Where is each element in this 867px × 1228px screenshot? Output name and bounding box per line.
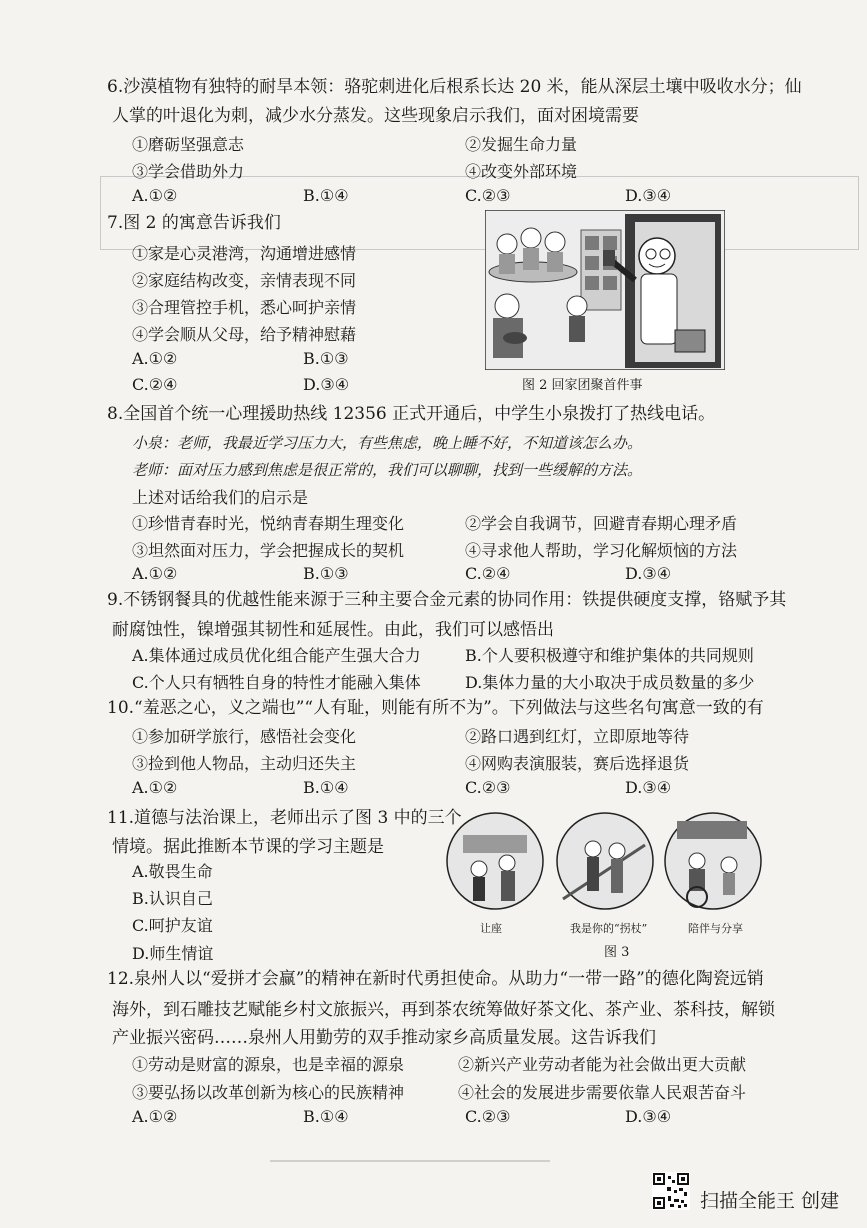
q8-stmt-1: ①珍惜青春时光，悦纳青春期生理变化 — [132, 514, 405, 533]
scanner-watermark: 扫描全能王 创建 — [700, 1190, 840, 1212]
footer-rule — [270, 1160, 550, 1162]
q7-choice-b: B.①③ — [303, 349, 349, 368]
q12-line-3: 产业振兴密码……泉州人用勤劳的双手推动家乡高质量发展。这告诉我们 — [112, 1028, 656, 1048]
q10-choice-a: A.①② — [132, 778, 178, 797]
qr-code-icon — [652, 1172, 690, 1210]
figure-3-label-3: 陪伴与分享 — [688, 922, 743, 935]
q8-stmt-2: ②学会自我调节，回避青春期心理矛盾 — [465, 514, 738, 533]
q7-stmt-3: ③合理管控手机，悉心呵护亲情 — [132, 298, 357, 317]
q8-lead: 上述对话给我们的启示是 — [132, 488, 309, 507]
q10-line-1: 10.“羞恶之心，义之端也”“人有耻，则能有所不为”。下列做法与这些名句寓意一致的有 — [107, 698, 764, 718]
q7-stmt-4: ④学会顺从父母，给予精神慰藉 — [132, 325, 357, 344]
q12-line-1: 12.泉州人以“爱拼才会赢”的精神在新时代勇担使命。从助力“一带一路”的德化陶瓷远销 — [107, 969, 764, 989]
q12-choice-d: D.③④ — [625, 1107, 672, 1126]
q7-choice-d: D.③④ — [303, 375, 350, 394]
q8-dialog-teacher: 老师：面对压力感到焦虑是很正常的，我们可以聊聊，找到一些缓解的方法。 — [132, 461, 643, 479]
q6-choice-c: C.②③ — [465, 186, 511, 205]
q7-line-1: 7.图 2 的寓意告诉我们 — [107, 213, 281, 233]
q10-stmt-4: ④网购表演服装，赛后选择退货 — [465, 754, 690, 773]
q9-choice-d: D.集体力量的大小取决于成员数量的多少 — [465, 673, 755, 692]
q8-stmt-3: ③坦然面对压力，学会把握成长的契机 — [132, 541, 405, 560]
q9-choice-a: A.集体通过成员优化组合能产生强大合力 — [132, 646, 421, 665]
q11-choice-c: C.呵护友谊 — [132, 916, 213, 935]
q11-choice-a: A.敬畏生命 — [132, 862, 213, 881]
q6-line-2: 人掌的叶退化为刺，减少水分蒸发。这些现象启示我们，面对困境需要 — [112, 106, 639, 126]
q9-choice-b: B.个人要积极遵守和维护集体的共同规则 — [465, 646, 754, 665]
q10-stmt-1: ①参加研学旅行，感悟社会变化 — [132, 727, 357, 746]
q8-choice-a: A.①② — [132, 564, 178, 583]
q8-dialog-student: 小泉：老师，我最近学习压力大，有些焦虑，晚上睡不好，不知道该怎么办。 — [132, 434, 643, 452]
scene-seat-offer — [447, 813, 543, 909]
q8-line-1: 8.全国首个统一心理援助热线 12356 正式开通后，中学生小泉拨打了热线电话。 — [107, 404, 716, 424]
scene-crutch — [557, 813, 653, 909]
q6-choice-a: A.①② — [132, 186, 178, 205]
q11-choice-d: D.师生情谊 — [132, 944, 214, 963]
q12-choice-c: C.②③ — [465, 1107, 511, 1126]
q12-choice-a: A.①② — [132, 1107, 178, 1126]
q7-choice-a: A.①② — [132, 349, 178, 368]
q10-choice-d: D.③④ — [625, 778, 672, 797]
figure-3-label-2: 我是你的“拐杖” — [570, 922, 648, 935]
q6-choice-d: D.③④ — [625, 186, 672, 205]
figure-3-caption: 图 3 — [604, 945, 630, 960]
q6-choice-b: B.①④ — [303, 186, 349, 205]
q10-choice-c: C.②③ — [465, 778, 511, 797]
q6-stmt-1: ①磨砺坚强意志 — [132, 135, 245, 154]
q12-stmt-4: ④社会的发展进步需要依靠人民艰苦奋斗 — [458, 1083, 747, 1102]
figure-3-label-1: 让座 — [480, 922, 502, 935]
q11-line-1: 11.道德与法治课上，老师出示了图 3 中的三个 — [107, 808, 462, 828]
q8-choice-d: D.③④ — [625, 564, 672, 583]
q10-choice-b: B.①④ — [303, 778, 349, 797]
q6-stmt-4: ④改变外部环境 — [465, 162, 578, 181]
q12-stmt-1: ①劳动是财富的源泉，也是幸福的源泉 — [132, 1055, 405, 1074]
q12-line-2: 海外，到石雕技艺赋能乡村文旅振兴，再到茶农统筹做好茶文化、茶产业、茶科技，解锁 — [112, 1000, 775, 1020]
q8-choice-c: C.②④ — [465, 564, 511, 583]
q9-choice-c: C.个人只有牺牲自身的特性才能融入集体 — [132, 673, 421, 692]
q11-line-2: 情境。据此推断本节课的学习主题是 — [112, 837, 384, 857]
q7-stmt-1: ①家是心灵港湾，沟通增进感情 — [132, 244, 357, 263]
q8-stmt-4: ④寻求他人帮助，学习化解烦恼的方法 — [465, 541, 738, 560]
q12-stmt-3: ③要弘扬以改革创新为核心的民族精神 — [132, 1083, 405, 1102]
q6-stmt-2: ②发掘生命力量 — [465, 135, 578, 154]
q6-line-1: 6.沙漠植物有独特的耐旱本领：骆驼刺进化后根系长达 20 米，能从深层土壤中吸收水分；仙 — [107, 77, 802, 97]
q7-choice-c: C.②④ — [132, 375, 178, 394]
q9-line-1: 9.不锈钢餐具的优越性能来源于三种主要合金元素的协同作用：铁提供硬度支撑，铬赋予其 — [107, 590, 787, 610]
figure-2-illustration — [485, 210, 725, 370]
q12-stmt-2: ②新兴产业劳动者能为社会做出更大贡献 — [458, 1055, 747, 1074]
q11-choice-b: B.认识自己 — [132, 889, 213, 908]
q10-stmt-2: ②路口遇到红灯，立即原地等待 — [465, 727, 690, 746]
q8-choice-b: B.①③ — [303, 564, 349, 583]
figure-3-illustration — [445, 805, 763, 925]
q7-stmt-2: ②家庭结构改变，亲情表现不同 — [132, 271, 357, 290]
q12-choice-b: B.①④ — [303, 1107, 349, 1126]
q9-line-2: 耐腐蚀性，镍增强其韧性和延展性。由此，我们可以感悟出 — [112, 620, 554, 640]
figure-2-caption: 图 2 回家团聚首件事 — [522, 378, 643, 393]
q10-stmt-3: ③捡到他人物品，主动归还失主 — [132, 754, 357, 773]
scene-companionship — [665, 813, 761, 909]
q6-stmt-3: ③学会借助外力 — [132, 162, 245, 181]
